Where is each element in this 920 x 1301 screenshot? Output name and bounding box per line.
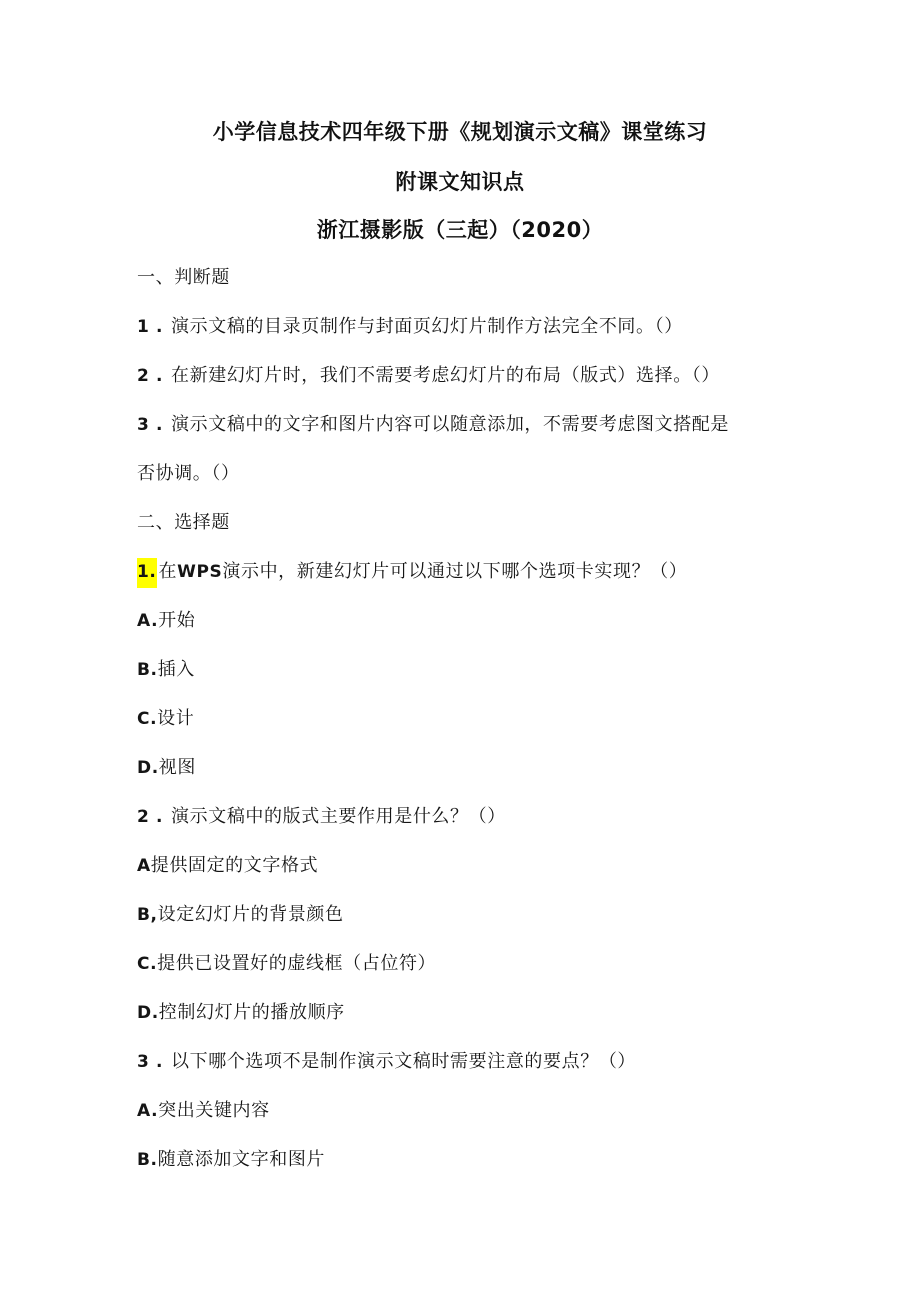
question-number: 2 . — [137, 807, 164, 827]
option-label: A. — [137, 1101, 159, 1121]
question-text: 以下哪个选项不是制作演示文稿时需要注意的要点？（） — [171, 1051, 637, 1072]
option-text: 随意添加文字和图片 — [157, 1149, 326, 1170]
question-number: 3 . — [137, 415, 164, 435]
option-label: D. — [137, 758, 159, 778]
answer-option — [137, 998, 345, 1024]
question-item — [137, 361, 720, 387]
question-number-highlighted: 1. — [137, 558, 157, 588]
question-text: 演示文稿的目录页制作与封面页幻灯片制作方法完全不同。（） — [171, 316, 683, 337]
option-text: 突出关键内容 — [158, 1100, 270, 1121]
question-text-pre: 在 — [158, 561, 178, 582]
document-edition: 浙江摄影版（三起）（2020） — [316, 218, 604, 242]
option-text: 提供固定的文字格式 — [150, 855, 319, 876]
document-title: 小学信息技术四年级下册《规划演示文稿》课堂练习 — [212, 120, 708, 144]
option-text: 视图 — [158, 757, 196, 778]
option-text: 控制幻灯片的播放顺序 — [158, 1002, 345, 1023]
question-number: 3 . — [137, 1052, 164, 1072]
question-text-continued: 否协调。（） — [137, 463, 240, 484]
option-text: 设定幻灯片的背景颜色 — [157, 904, 344, 925]
document-subtitle: 附课文知识点 — [395, 170, 525, 194]
answer-option — [137, 900, 344, 926]
option-label: B, — [137, 905, 158, 925]
question-text: 演示文稿中的文字和图片内容可以随意添加，不需要考虑图文搭配是 — [171, 414, 730, 435]
question-item — [137, 1047, 636, 1073]
option-label: D. — [137, 1003, 159, 1023]
question-number: 1 . — [137, 317, 164, 337]
section-heading-true-false: 一、判断题 — [137, 267, 230, 288]
option-label: B. — [137, 660, 158, 680]
option-label: C. — [137, 709, 158, 729]
option-label: A. — [137, 611, 159, 631]
answer-option — [137, 704, 194, 730]
option-label: C. — [137, 954, 158, 974]
question-item — [137, 312, 683, 338]
question-text: 在新建幻灯片时，我们不需要考虑幻灯片的布局（版式）选择。（） — [171, 365, 721, 386]
question-item — [137, 802, 506, 828]
answer-option — [137, 1145, 325, 1171]
question-text: 演示文稿中的版式主要作用是什么？（） — [171, 806, 506, 827]
question-item — [137, 557, 687, 583]
answer-option — [137, 606, 195, 632]
option-text: 开始 — [158, 610, 196, 631]
question-number: 2 . — [137, 366, 164, 386]
question-text-brand: WPS — [177, 562, 223, 582]
option-label: B. — [137, 1150, 158, 1170]
answer-option — [137, 851, 318, 877]
answer-option — [137, 655, 195, 681]
answer-option — [137, 949, 436, 975]
option-text: 设计 — [157, 708, 195, 729]
question-text-post: 演示中，新建幻灯片可以通过以下哪个选项卡实现？（） — [222, 561, 688, 582]
question-item — [137, 410, 729, 436]
section-heading-multiple-choice: 二、选择题 — [137, 512, 230, 533]
option-label: A — [137, 856, 151, 876]
option-text: 提供已设置好的虚线框（占位符） — [157, 953, 437, 974]
answer-option — [137, 1096, 270, 1122]
answer-option — [137, 753, 196, 779]
option-text: 插入 — [157, 659, 195, 680]
